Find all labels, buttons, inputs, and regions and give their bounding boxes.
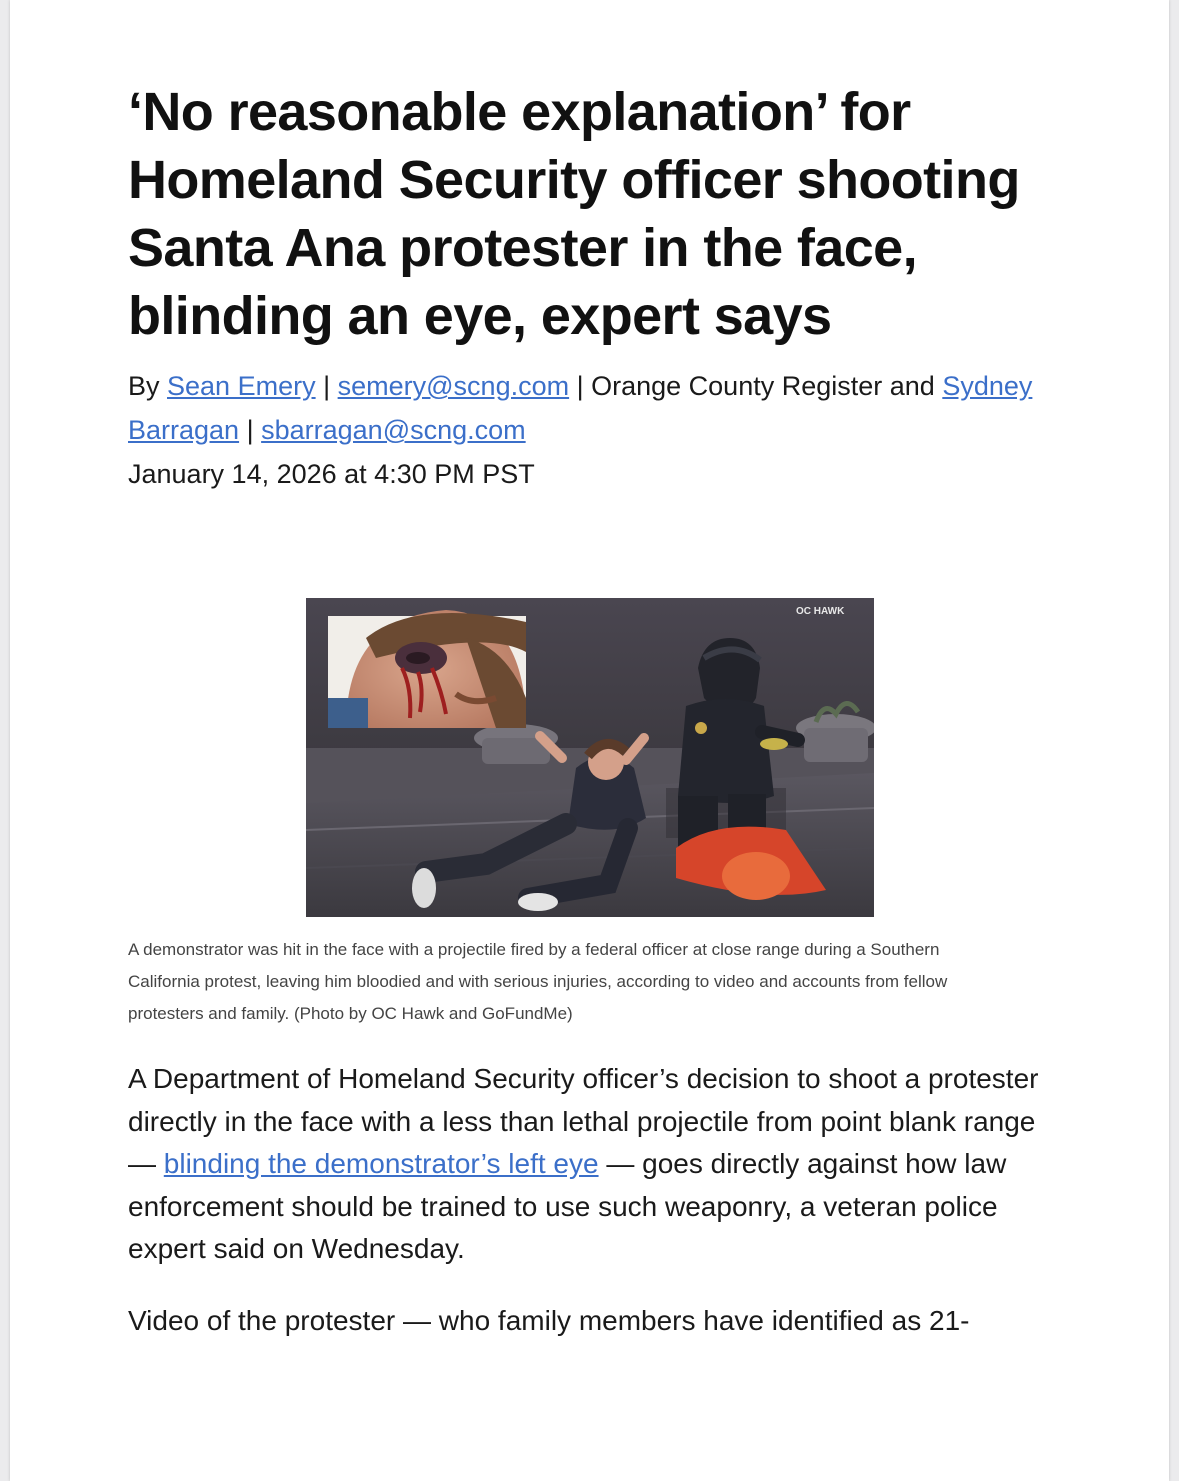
headline: ‘No reasonable explanation’ for Homeland Security officer shooting Santa Ana protester in the face, blinding an eye, expert says (128, 82, 1020, 346)
article-paragraph-2: Video of the protester — who family members have identified as 21- (128, 1305, 970, 1336)
author-link-sydney-barragan[interactable]: Sydney Barragan (128, 371, 1033, 445)
paragraph-text: A Department of Homeland Security officer’s decision to shoot a protester directly in the face with a less than lethal projectile from point blank range — (128, 1063, 1039, 1179)
publish-date: January 14, 2026 at 4:30 PM PST (128, 459, 535, 489)
article-content (128, 78, 1058, 1336)
article-paragraph-1 (128, 1058, 1058, 1271)
face-inset (328, 610, 526, 728)
photo-watermark: OC HAWK (796, 606, 845, 617)
byline-separator: | (315, 371, 338, 401)
protest-photo-illustration (306, 598, 874, 917)
byline-separator: | (239, 415, 262, 445)
related-story-link[interactable]: blinding the demonstrator’s left eye (163, 1148, 599, 1179)
photo-caption: A demonstrator was hit in the face with a projectile fired by a federal officer at close range during a Southern California protest, leaving him bloodied and with serious injuries, according to video and accounts from fellow protesters and family. (Photo by OC Hawk and GoFundMe) (128, 940, 948, 1023)
article-page (10, 0, 1169, 1481)
email-link-semery[interactable]: semery@scng.com (337, 371, 570, 401)
byline-publication: | Orange County Register and (569, 371, 943, 401)
author-link-sean-emery[interactable]: Sean Emery (167, 371, 316, 401)
paragraph-text: — goes directly against how law enforcement should be trained to use such weaponry, a veteran police expert said on Wednesday. (128, 1148, 1007, 1264)
article-photo (306, 598, 874, 917)
byline (128, 364, 1058, 452)
email-link-sbarragan[interactable]: sbarragan@scng.com (261, 415, 526, 445)
byline-by: By (128, 371, 168, 401)
